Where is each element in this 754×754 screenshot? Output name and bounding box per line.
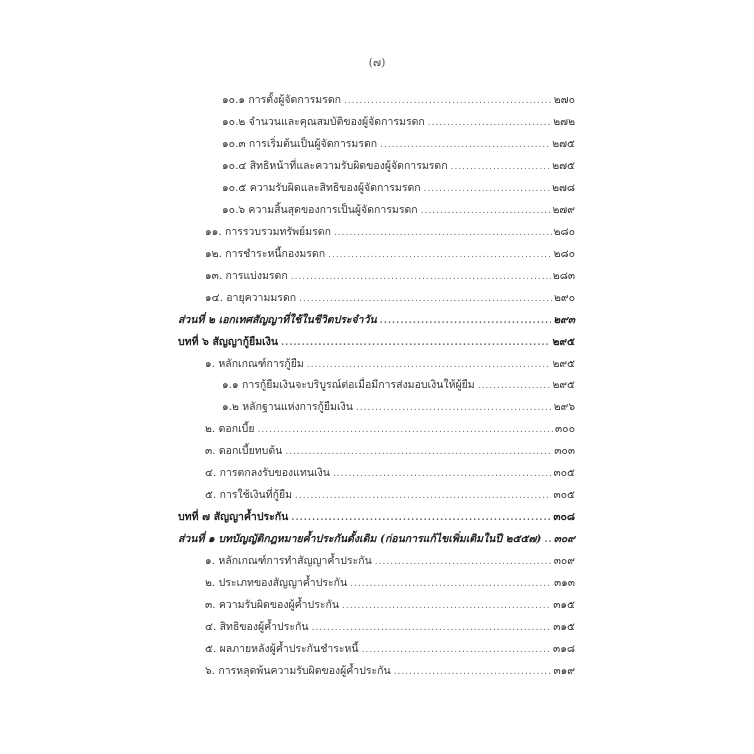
toc-entry-page: ๓๐๙ — [553, 555, 575, 568]
toc-entry-title: ๓. ดอกเบี้ยทบต้น — [205, 445, 283, 458]
dot-leader — [421, 206, 551, 216]
toc-entry-page: ๒๙๓ — [553, 313, 575, 326]
toc-entry-title: ๑๐.๓ การเริ่มต้นเป็นผู้จัดการมรดก — [222, 137, 378, 150]
toc-entry-page: ๓๐๕ — [553, 489, 575, 502]
toc-entry-page: ๒๘๐ — [553, 225, 575, 238]
toc-entry-title: ๑.๒ หลักฐานแห่งการกู้ยืมเงิน — [222, 401, 353, 414]
dot-leader — [258, 425, 554, 435]
toc-entry-title: ๑. หลักเกณฑ์การทำสัญญาค้ำประกัน — [205, 555, 372, 568]
toc-entry — [205, 464, 575, 482]
toc-entry-title: ๒. ประเภทของสัญญาค้ำประกัน — [205, 577, 348, 590]
toc-entry-title: ๑๒. การชำระหนี้กองมรดก — [205, 247, 326, 260]
toc-entry-page: ๒๘๓ — [552, 269, 575, 282]
toc-entry-title: ๑๐.๖ ความสิ้นสุดของการเป็นผู้จัดการมรดก — [222, 203, 418, 216]
toc-entry — [178, 530, 575, 548]
toc-entry — [205, 355, 575, 373]
toc-entry-page: ๒๙๐ — [553, 291, 575, 304]
toc-entry — [178, 508, 575, 526]
dot-leader — [362, 645, 551, 655]
dot-leader — [451, 162, 551, 172]
dot-leader — [350, 579, 552, 589]
toc-entry-page: ๒๙๕ — [552, 379, 575, 392]
toc-entry-title: บทที่ ๗ สัญญาค้ำประกัน — [178, 511, 289, 524]
toc-entry — [205, 640, 575, 658]
dot-leader — [424, 184, 550, 194]
toc-entry-title: ๑๐.๔ สิทธิหน้าที่และความรับผิดของผู้จัดการมรดก — [222, 159, 448, 172]
dot-leader — [334, 228, 552, 238]
toc-entry — [222, 398, 575, 416]
dot-leader — [281, 338, 550, 348]
toc-entry — [205, 267, 575, 285]
toc-entry — [205, 442, 575, 460]
dot-leader — [356, 403, 552, 413]
dot-leader — [328, 250, 551, 260]
toc-entry — [205, 662, 575, 680]
toc-entry-page: ๓๐๘ — [553, 511, 575, 524]
toc-entry-page: ๓๐๐ — [555, 423, 575, 436]
toc-entry-title: บทที่ ๖ สัญญากู้ยืมเงิน — [178, 335, 279, 348]
toc-entry-page: ๒๗๕ — [552, 159, 575, 172]
dot-leader — [380, 140, 550, 150]
toc-entry-page: ๓๐๕ — [553, 467, 575, 480]
toc-entry-page: ๓๑๓ — [553, 577, 575, 590]
toc-entry — [222, 376, 575, 394]
toc-entry-page: ๒๗๒ — [553, 115, 575, 128]
toc-entry-page: ๓๑๕ — [553, 621, 575, 634]
toc-entry — [178, 333, 575, 351]
toc-entry — [222, 201, 575, 219]
toc-entry — [205, 245, 575, 263]
toc-entry-title: ๑๐.๒ จำนวนและคุณสมบัติของผู้จัดการมรดก — [222, 115, 425, 128]
dot-leader — [342, 601, 551, 611]
toc-entry-page: ๒๙๕ — [552, 357, 575, 370]
toc-entry — [205, 223, 575, 241]
toc-entry-title: ๑.๑ การกู้ยืมเงินจะบริบูรณ์ต่อเมื่อมีการส่งมอบเงินให้ผู้ยืม — [222, 379, 475, 392]
toc-entry — [222, 157, 575, 175]
toc-entry-title: ๑๐.๕ ความรับผิดและสิทธิของผู้จัดการมรดก — [222, 181, 421, 194]
toc-entry-title: ๓. ความรับผิดของผู้ค้ำประกัน — [205, 599, 340, 612]
toc-entry — [222, 179, 575, 197]
toc-entry-title: ๔. สิทธิของผู้ค้ำประกัน — [205, 621, 309, 634]
toc-entry-page: ๓๐๙ — [553, 533, 575, 546]
toc-entry — [205, 552, 575, 570]
toc-entry — [205, 420, 575, 438]
dot-leader — [344, 96, 552, 106]
toc-entry — [205, 486, 575, 504]
toc-entry-page: ๓๑๕ — [553, 599, 575, 612]
toc-entry-title: ๑๔. อายุความมรดก — [205, 291, 297, 304]
dot-leader — [299, 294, 552, 304]
toc-entry-page: ๒๗๕ — [552, 137, 575, 150]
dot-leader — [312, 623, 552, 633]
dot-leader — [291, 513, 551, 523]
toc-entry-title: ๕. การใช้เงินที่กู้ยืม — [205, 489, 293, 502]
toc-entry-title: ๑. หลักเกณฑ์การกู้ยืม — [205, 357, 304, 370]
dot-leader — [375, 557, 552, 567]
toc-entry-page: ๒๙๖ — [553, 401, 575, 414]
toc-entry — [205, 618, 575, 636]
toc-entry — [222, 113, 575, 131]
dot-leader — [285, 447, 552, 457]
toc-entry-title: ๖. การหลุดพ้นความรับผิดของผู้ค้ำประกัน — [205, 664, 391, 677]
toc-entry-title: ๕. ผลภายหลังผู้ค้ำประกันชำระหนี้ — [205, 643, 359, 655]
toc-entry — [222, 91, 575, 109]
dot-leader — [544, 535, 551, 545]
page-number: (๗) — [368, 56, 386, 69]
toc-entry-title: ส่วนที่ ๑ บทบัญญัติกฎหมายค้ำประกันดั้งเดิม (ก่อนการแก้ไขเพิ่มเติมในปี ๒๕๕๗) — [178, 533, 542, 546]
dot-leader — [307, 360, 551, 370]
toc-entry-title: ส่วนที่ ๒ เอกเทศสัญญาที่ใช้ในชีวิตประจำวัน — [178, 313, 377, 326]
toc-entry-page: ๓๑๙ — [553, 664, 575, 677]
dot-leader — [478, 381, 551, 391]
toc-entry-page: ๒๙๕ — [552, 335, 575, 348]
toc-entry-page: ๓๑๘ — [553, 643, 575, 655]
toc-entry — [205, 596, 575, 614]
toc-entry-title: ๑๑. การรวบรวมทรัพย์มรดก — [205, 225, 331, 238]
dot-leader — [428, 118, 551, 128]
toc-entry — [222, 135, 575, 153]
toc-entry — [205, 289, 575, 307]
toc-entry-page: ๒๗๙ — [552, 203, 575, 216]
toc-entry-page: ๓๐๓ — [554, 445, 575, 458]
toc-entry-title: ๔. การตกลงรับของแทนเงิน — [205, 467, 330, 480]
toc-entry-title: ๒. ดอกเบี้ย — [205, 423, 255, 436]
toc-entry-page: ๒๘๐ — [553, 247, 575, 260]
toc-entry-page: ๒๗๐ — [553, 94, 575, 106]
toc-entry-page: ๒๗๘ — [552, 181, 575, 194]
dot-leader — [295, 491, 551, 501]
toc-entry — [205, 574, 575, 592]
dot-leader — [333, 469, 552, 479]
toc-entry — [178, 311, 575, 329]
dot-leader — [291, 272, 551, 282]
dot-leader — [380, 316, 552, 326]
toc-entry-title: ๑๐.๑ การตั้งผู้จัดการมรดก — [222, 94, 342, 106]
toc-entry-title: ๑๓. การแบ่งมรดก — [205, 269, 288, 282]
dot-leader — [394, 667, 552, 677]
